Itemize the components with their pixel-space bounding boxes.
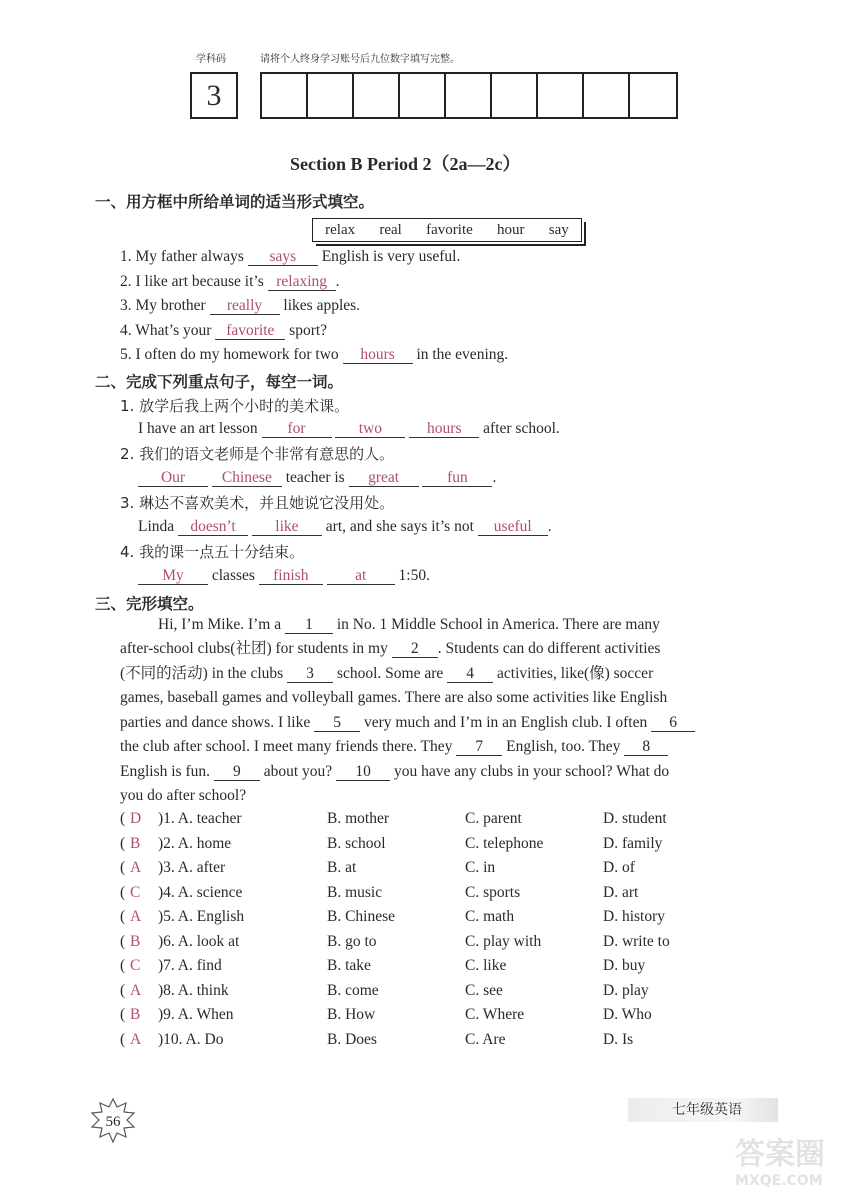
passage-line — [120, 638, 660, 660]
part3-heading: 三、完形填空。 — [95, 595, 204, 613]
cloze-blank[interactable]: 5 — [314, 715, 360, 732]
paren-open: ( — [120, 957, 126, 974]
cloze-blank[interactable]: 6 — [651, 715, 695, 732]
cloze-blank[interactable]: 3 — [287, 666, 333, 683]
part2-q4-english — [138, 565, 430, 587]
word-box-item: real — [379, 221, 402, 238]
answer-blank[interactable]: hours — [343, 347, 413, 364]
choice-answer[interactable]: A — [130, 859, 142, 876]
answer-blank[interactable]: great — [349, 470, 419, 487]
sentence-text: 1:50. — [394, 567, 430, 584]
sentence-text: . — [492, 469, 497, 486]
item-text: in the evening. — [412, 346, 509, 363]
choice-d: D. play — [603, 981, 649, 999]
choice-d: D. of — [603, 859, 635, 876]
passage-text: Hi, I’m Mike. I’m a — [158, 616, 285, 633]
choice-row — [120, 908, 740, 930]
cloze-blank[interactable]: 9 — [214, 764, 260, 781]
choice-d: D. art — [603, 883, 639, 901]
passage-text: parties and dance shows. I like — [120, 714, 315, 731]
answer-blank[interactable]: doesn’t — [178, 519, 248, 536]
choice-c: C. play with — [465, 932, 542, 950]
cloze-blank[interactable]: 4 — [447, 666, 493, 683]
paren-open: ( — [120, 908, 126, 925]
answer-blank[interactable]: Chinese — [212, 470, 282, 487]
paren-open: ( — [120, 981, 126, 999]
answer-blank[interactable]: useful — [478, 519, 548, 536]
part1-item-1 — [120, 246, 460, 268]
passage-text: the club after school. I meet many friends there. They — [120, 738, 457, 755]
cloze-blank[interactable]: 7 — [456, 739, 502, 756]
choice-answer[interactable]: A — [130, 1030, 142, 1048]
passage-text: school. Some are — [333, 665, 448, 682]
choice-d: D. student — [603, 810, 667, 827]
paren-open: ( — [120, 932, 126, 950]
part2-q3-chinese: 3. 琳达不喜欢美术，并且她说它没用处。 — [120, 494, 395, 512]
choice-a: )1. A. teacher — [158, 810, 242, 827]
passage-line — [120, 712, 695, 734]
choice-c: C. see — [465, 981, 503, 999]
sentence-text: after school. — [479, 420, 560, 437]
digit-cell[interactable] — [446, 74, 492, 117]
digit-cell[interactable] — [262, 74, 308, 117]
watermark — [735, 1138, 860, 1198]
answer-blank[interactable]: favorite — [215, 323, 285, 340]
paren-open: ( — [120, 1030, 126, 1048]
answer-blank[interactable]: My — [138, 568, 208, 585]
choice-b: B. How — [327, 1006, 376, 1023]
choice-answer[interactable]: C — [130, 957, 141, 974]
item-text: 5. I often do my homework for two — [120, 346, 343, 363]
choice-c: C. math — [465, 908, 515, 925]
sentence-text: I have an art lesson — [138, 420, 262, 437]
subject-code-label: 学科码 — [196, 54, 226, 65]
choice-b: B. Chinese — [327, 908, 396, 925]
cloze-blank[interactable]: 1 — [285, 617, 333, 634]
choice-a: )8. A. think — [158, 981, 229, 999]
choice-row — [120, 957, 740, 979]
digit-cell[interactable] — [308, 74, 354, 117]
choice-a: )2. A. home — [158, 834, 232, 852]
answer-blank[interactable]: finish — [259, 568, 323, 585]
answer-blank[interactable]: Our — [138, 470, 208, 487]
passage-line — [120, 687, 667, 709]
book-title: 七年级英语 — [628, 1098, 778, 1122]
item-text: 2. I like art because it’s — [120, 273, 268, 290]
choice-a: )7. A. find — [158, 957, 222, 974]
sentence-text: Linda — [138, 518, 179, 535]
passage-line — [120, 761, 669, 783]
part1-item-3 — [120, 295, 360, 317]
item-text: likes apples. — [279, 297, 361, 314]
choice-row — [120, 1006, 740, 1028]
choice-b: B. school — [327, 834, 386, 852]
part2-q2-chinese: 2. 我们的语文老师是个非常有意思的人。 — [120, 445, 395, 463]
subject-code-box: 3 — [190, 72, 238, 119]
part2-q4-chinese: 4. 我的课一点五十分结束。 — [120, 543, 305, 561]
choice-b: B. Does — [327, 1030, 377, 1048]
passage-text: English is fun. — [120, 763, 214, 780]
item-text: 3. My brother — [120, 297, 210, 314]
answer-blank[interactable]: for — [262, 421, 332, 438]
page-number: 56 — [105, 1114, 121, 1130]
choice-c: C. telephone — [465, 834, 544, 852]
passage-text: after-school clubs(社团) for students in my — [120, 640, 392, 657]
choice-answer[interactable]: B — [130, 1006, 141, 1023]
passage-line — [158, 614, 660, 636]
choice-c: C. parent — [465, 810, 522, 827]
watermark-url: MXQE.COM — [735, 1173, 823, 1189]
paren-open: ( — [120, 1006, 126, 1023]
choice-row — [120, 835, 740, 857]
choice-d: D. Who — [603, 1006, 652, 1023]
passage-text: English, too. They — [502, 738, 625, 755]
digit-cell[interactable] — [584, 74, 630, 117]
part1-item-4 — [120, 320, 327, 342]
passage-line — [120, 663, 653, 685]
part2-q3-english — [138, 516, 552, 538]
word-box — [312, 218, 582, 242]
word-box-item: relax — [325, 221, 356, 238]
passage-text: games, baseball games and volleyball games. There are also some activities like English — [120, 689, 668, 706]
choice-answer[interactable]: B — [130, 834, 141, 852]
account-digit-boxes[interactable] — [260, 72, 678, 119]
choice-a: )5. A. English — [158, 908, 245, 925]
answer-blank[interactable]: fun — [422, 470, 492, 487]
answer-blank[interactable]: relaxing — [268, 274, 336, 291]
item-text: 4. What’s your — [120, 322, 216, 339]
choice-a: )10. A. Do — [158, 1030, 224, 1048]
part1-item-5 — [120, 344, 508, 366]
item-text: . — [335, 273, 340, 290]
word-box-item: hour — [497, 221, 525, 238]
part1-item-2 — [120, 271, 340, 293]
passage-text: about you? — [259, 763, 337, 780]
item-text: English is very useful. — [317, 248, 461, 265]
page-title: Section B Period 2（2a—2c） — [290, 154, 521, 174]
answer-blank[interactable]: says — [248, 249, 318, 266]
choice-answer[interactable]: B — [130, 932, 141, 950]
choice-answer[interactable]: D — [130, 810, 142, 827]
digit-cell[interactable] — [492, 74, 538, 117]
sentence-text: classes — [208, 567, 259, 584]
choice-row — [120, 982, 740, 1004]
digit-cell[interactable] — [630, 74, 676, 117]
paren-open: ( — [120, 834, 126, 852]
choice-c: C. in — [465, 859, 496, 876]
choice-b: B. come — [327, 981, 379, 999]
paren-open: ( — [120, 859, 126, 876]
choice-d: D. history — [603, 908, 665, 925]
passage-text: (不同的活动) in the clubs — [120, 665, 288, 682]
sentence-text: . — [547, 518, 552, 535]
cloze-blank[interactable]: 8 — [624, 739, 668, 756]
choice-c: C. sports — [465, 883, 521, 901]
part2-q2-english — [138, 467, 496, 489]
passage-text: very much and I’m in an English club. I often — [360, 714, 652, 731]
choice-row — [120, 884, 740, 906]
digit-cell[interactable] — [354, 74, 400, 117]
choice-answer[interactable]: C — [130, 883, 141, 901]
answer-blank[interactable]: really — [210, 298, 280, 315]
sentence-text: art, and she says it’s not — [321, 518, 478, 535]
choice-a: )6. A. look at — [158, 932, 240, 950]
answer-blank[interactable]: two — [335, 421, 405, 438]
passage-line — [120, 785, 246, 807]
passage-text: you have any clubs in your school? What do — [390, 763, 670, 780]
sentence-text: teacher is — [281, 469, 349, 486]
word-box-item: favorite — [426, 221, 473, 238]
cloze-blank[interactable]: 2 — [392, 641, 438, 658]
choice-a: )3. A. after — [158, 859, 226, 876]
passage-text: you do after school? — [120, 787, 247, 804]
choice-c: C. Where — [465, 1006, 525, 1023]
choice-d: D. Is — [603, 1030, 634, 1048]
item-text: 1. My father always — [120, 248, 248, 265]
answer-blank[interactable]: at — [327, 568, 395, 585]
part2-q1-english — [138, 418, 560, 440]
choice-d: D. family — [603, 834, 663, 852]
digit-cell[interactable] — [400, 74, 446, 117]
choice-answer[interactable]: A — [130, 908, 142, 925]
passage-text: . Students can do different activities — [437, 640, 661, 657]
item-text: sport? — [285, 322, 328, 339]
choice-row — [120, 810, 740, 832]
choice-d: D. write to — [603, 932, 670, 950]
passage-line — [120, 736, 668, 758]
passage-text: in No. 1 Middle School in America. There are many — [332, 616, 660, 633]
part2-heading: 二、完成下列重点句子，每空一词。 — [95, 373, 344, 391]
choice-b: B. music — [327, 883, 383, 901]
choice-a: )4. A. science — [158, 883, 243, 901]
choice-c: C. like — [465, 957, 507, 974]
choice-a: )9. A. When — [158, 1006, 234, 1023]
choice-row — [120, 933, 740, 955]
digit-cell[interactable] — [538, 74, 584, 117]
choice-b: B. go to — [327, 932, 377, 950]
part2-q1-chinese: 1. 放学后我上两个小时的美术课。 — [120, 397, 350, 415]
choice-c: C. Are — [465, 1030, 506, 1048]
choice-row — [120, 859, 740, 881]
cloze-blank[interactable]: 10 — [336, 764, 390, 781]
choice-answer[interactable]: A — [130, 981, 142, 999]
choice-d: D. buy — [603, 957, 646, 974]
watermark-text: 答案圈 — [735, 1137, 825, 1172]
account-instruction: 请将个人终身学习账号后九位数字填写完整。 — [260, 54, 460, 65]
passage-text: activities, like(像) soccer — [493, 665, 654, 682]
choice-b: B. take — [327, 957, 371, 974]
choice-row — [120, 1031, 740, 1053]
answer-blank[interactable]: hours — [409, 421, 479, 438]
choice-b: B. mother — [327, 810, 389, 827]
part1-heading: 一、用方框中所给单词的适当形式填空。 — [95, 193, 375, 211]
word-box-item: say — [548, 221, 569, 238]
paren-open: ( — [120, 810, 126, 827]
choice-b: B. at — [327, 859, 357, 876]
answer-blank[interactable]: like — [252, 519, 322, 536]
paren-open: ( — [120, 883, 126, 901]
